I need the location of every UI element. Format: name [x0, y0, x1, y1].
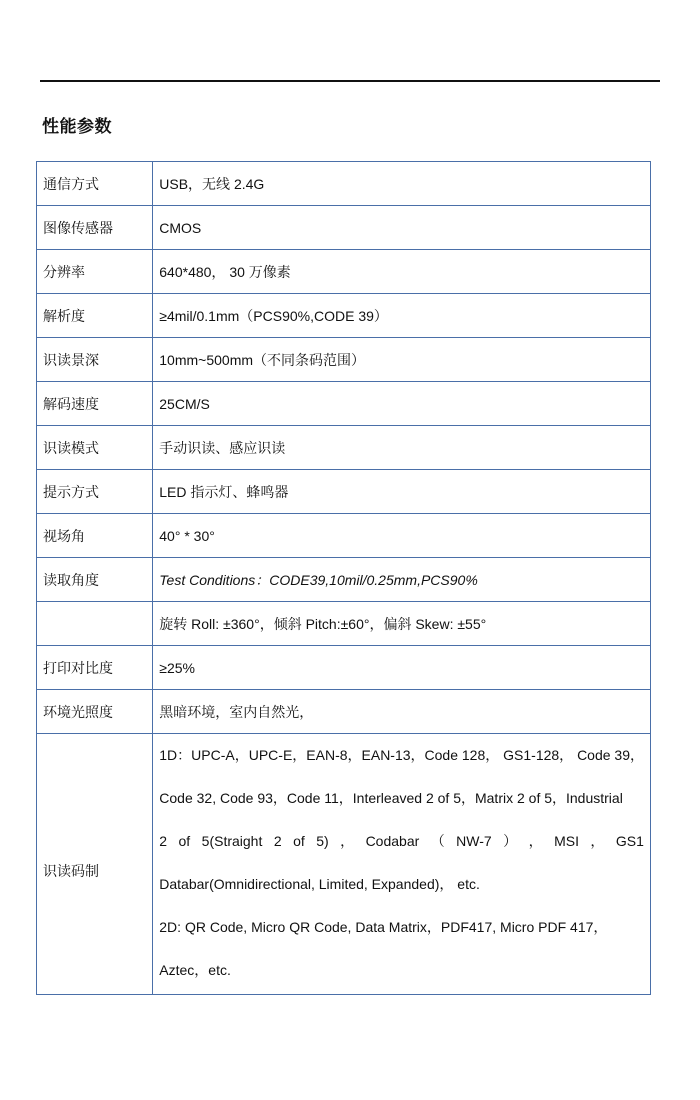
- spec-row: [37, 162, 651, 206]
- spec-table: [36, 161, 651, 995]
- codes-word: 2: [273, 833, 282, 849]
- spec-row: [37, 558, 651, 602]
- spec-value: 手动识读、感应识读: [153, 426, 651, 470]
- codes-word: ，: [340, 833, 355, 849]
- spec-row: [37, 602, 651, 646]
- header-rule: [40, 80, 660, 82]
- spec-label: [37, 734, 153, 995]
- spec-label: 分辨率: [37, 250, 153, 294]
- spec-value: 40° * 30°: [153, 514, 651, 558]
- codes-word: Codabar: [365, 833, 420, 849]
- spec-label: 提示方式: [37, 470, 153, 514]
- spec-value: ≥4mil/0.1mm（PCS90%,CODE 39）: [153, 294, 651, 338]
- spec-row: [37, 294, 651, 338]
- spec-label: 解码速度: [37, 382, 153, 426]
- spec-row: [37, 382, 651, 426]
- spec-row: [37, 470, 651, 514]
- spec-row: [37, 250, 651, 294]
- codes-word: ）: [503, 833, 518, 849]
- codes-word: MSI: [554, 833, 579, 849]
- spec-label: 识读模式: [37, 426, 153, 470]
- spec-row: [37, 514, 651, 558]
- spec-label: 识读景深: [37, 338, 153, 382]
- codes-list: [159, 734, 644, 994]
- spec-label: 通信方式: [37, 162, 153, 206]
- codes-value: [153, 734, 651, 995]
- spec-value: CMOS: [153, 206, 651, 250]
- spec-label: 打印对比度: [37, 646, 153, 690]
- spec-row: [37, 338, 651, 382]
- codes-line: Databar(Omnidirectional, Limited, Expanded)， etc.: [159, 876, 480, 892]
- codes-word: 5): [316, 833, 329, 849]
- spec-value: 旋转 Roll: ±360°，倾斜 Pitch:±60°，偏斜 Skew: ±55°: [153, 602, 651, 646]
- spec-value: 黑暗环境，室内自然光，: [153, 690, 651, 734]
- codes-word: GS1: [615, 833, 644, 849]
- spec-row: [37, 646, 651, 690]
- codes-word: 5(Straight: [201, 833, 263, 849]
- codes-line: 2D: QR Code, Micro QR Code, Data Matrix，PDF417, Micro PDF 417，: [159, 919, 608, 935]
- spec-label: 读取角度: [37, 558, 153, 602]
- codes-word: NW-7: [456, 833, 492, 849]
- spec-label: [37, 602, 153, 646]
- spec-label: 解析度: [37, 294, 153, 338]
- spec-row: [37, 206, 651, 250]
- spec-label: 视场角: [37, 514, 153, 558]
- codes-line: Aztec，etc.: [159, 962, 231, 978]
- spec-row: [37, 426, 651, 470]
- spec-value: 640*480， 30 万像素: [153, 250, 651, 294]
- codes-word: 2: [159, 833, 168, 849]
- codes-word: ，: [528, 833, 543, 849]
- spec-value: USB，无线 2.4G: [153, 162, 651, 206]
- codes-line-justified: [159, 820, 644, 863]
- codes-line: 1D：UPC-A，UPC-E，EAN-8，EAN-13，Code 128， GS1-128， Code 39，: [159, 747, 644, 763]
- section-title: 性能参数: [42, 117, 112, 136]
- codes-line: Code 32, Code 93，Code 11，Interleaved 2 of 5，Matrix 2 of 5，Industrial: [159, 790, 623, 806]
- spec-value: 10mm~500mm（不同条码范围）: [153, 338, 651, 382]
- spec-row-codes: [37, 734, 651, 995]
- codes-word: of: [293, 833, 305, 849]
- codes-word: （: [430, 833, 445, 849]
- spec-label: 环境光照度: [37, 690, 153, 734]
- spec-row: [37, 690, 651, 734]
- spec-value: LED 指示灯、蜂鸣器: [153, 470, 651, 514]
- codes-word: ，: [590, 833, 605, 849]
- codes-label: 识读码制: [43, 863, 99, 879]
- spec-label: 图像传感器: [37, 206, 153, 250]
- spec-value: ≥25%: [153, 646, 651, 690]
- spec-value: Test Conditions：CODE39,10mil/0.25mm,PCS90%: [153, 558, 651, 602]
- spec-value: 25CM/S: [153, 382, 651, 426]
- codes-word: of: [178, 833, 191, 849]
